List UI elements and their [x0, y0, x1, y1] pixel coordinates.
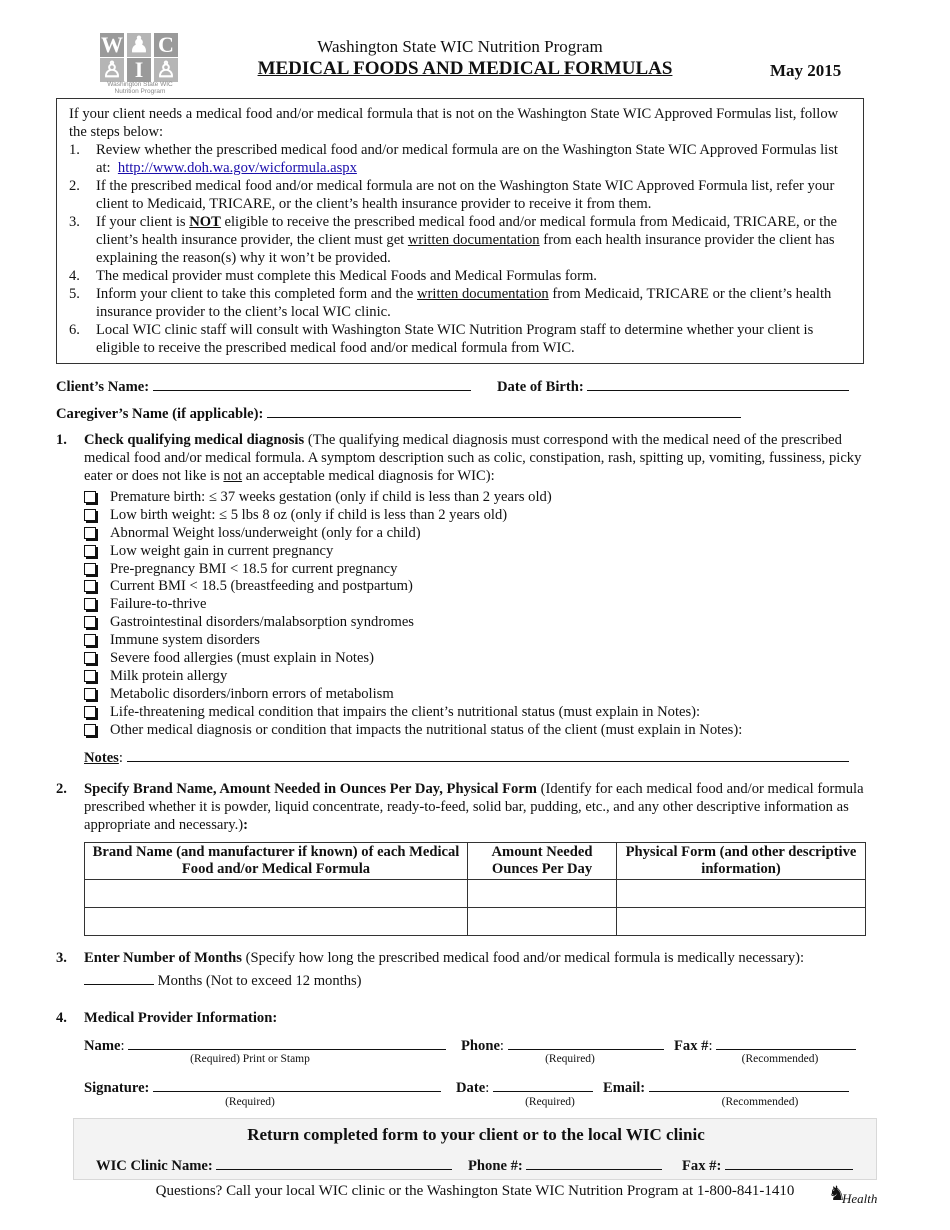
checkbox[interactable] [84, 509, 96, 521]
provider-fax-label: Fax # [674, 1038, 709, 1054]
months-field[interactable] [84, 971, 154, 985]
signature-field[interactable] [153, 1078, 441, 1092]
step-text: Review whether the prescribed medical food and/or medical formula are on the Washington State WIC Approved Formulas list at: [96, 142, 838, 176]
provider-phone-hint: (Required) [545, 1053, 595, 1065]
clinic-name-field[interactable] [216, 1156, 452, 1170]
date-field[interactable] [493, 1078, 593, 1092]
client-name-label: Client’s Name: [56, 379, 150, 395]
option-label: Severe food allergies (must explain in Notes) [110, 650, 374, 667]
section1-emphasis: not [223, 468, 243, 484]
form-cell[interactable] [617, 880, 866, 908]
logo-caption: Washington State WIC Nutrition Program [107, 81, 173, 95]
option-label: Failure-to-thrive [110, 596, 207, 613]
instructions-box [56, 98, 864, 364]
dob-row [497, 377, 849, 396]
brand-cell[interactable] [85, 908, 468, 936]
step-text: Local WIC clinic staff will consult with Washington State WIC Nutrition Program staff to determine whether your client is eligible to receive the prescribed medical food and/or medical formula from WIC. [96, 322, 814, 356]
section3-text: (Specify how long the prescribed medical food and/or medical formula is medically necessary): [245, 950, 805, 966]
table-header-row [85, 843, 866, 880]
option-label: Low weight gain in current pregnancy [110, 542, 334, 559]
notes-label: Notes [84, 750, 119, 766]
logo-figure-icon: ♙ [154, 58, 178, 82]
section4-heading: Medical Provider Information: [84, 1010, 278, 1026]
provider-fax-hint: (Recommended) [741, 1053, 819, 1065]
date-row: Date: [456, 1078, 593, 1097]
checkbox[interactable] [84, 563, 96, 575]
column-header: Brand Name (and manufacturer if known) of each Medical Food and/or Medical Formula [85, 843, 468, 880]
diagnosis-option [84, 685, 742, 703]
option-label: Gastrointestinal disorders/malabsorption syndromes [110, 614, 414, 631]
client-name-row [56, 377, 471, 396]
step-emphasis: written documentation [416, 286, 549, 302]
form-title: MEDICAL FOODS AND MEDICAL FORMULAS [257, 58, 673, 79]
notes-field[interactable] [127, 748, 849, 762]
step-text: Inform your client to take this completed form and the [96, 286, 414, 302]
column-header: Physical Form (and other descriptive information) [617, 843, 866, 880]
checkbox[interactable] [84, 580, 96, 592]
checkbox[interactable] [84, 598, 96, 610]
section1-text: an acceptable medical diagnosis for WIC): [245, 468, 495, 484]
provider-phone-label: Phone [461, 1038, 500, 1054]
step-text: from each health insurance provider the client has explaining the reason(s) why it won’t be provided. [96, 232, 835, 266]
health-logo [828, 1183, 878, 1206]
email-row [603, 1078, 849, 1097]
logo-letter-w: W [101, 32, 123, 57]
caregiver-row [56, 404, 741, 423]
option-label: Pre-pregnancy BMI < 18.5 for current pregnancy [110, 560, 398, 577]
section3-number: 3. [56, 950, 67, 966]
instruction-step: 2. If the prescribed medical food and/or medical formula are not on the Washington State WIC Approved Formula list, refer your client to Medicaid, TRICARE, or the client’s health insurance provider to receive it from them. [69, 178, 835, 212]
email-field[interactable] [649, 1078, 849, 1092]
footer-questions: Questions? Call your local WIC clinic or the Washington State WIC Nutrition Program at 1-800-841-1410 [155, 1183, 795, 1199]
instruction-step: 4. The medical provider must complete this Medical Foods and Medical Formulas form. [69, 268, 597, 284]
dob-field[interactable] [587, 377, 849, 391]
step-text: eligible to receive the prescribed medical food and/or medical formula from Medicaid, TRICARE, or the client’s health insurance provider, the client must get [96, 214, 837, 248]
formula-table [84, 842, 866, 936]
provider-phone-row: Phone: [461, 1036, 664, 1055]
checkbox[interactable] [84, 652, 96, 664]
step-emphasis: written documentation [407, 232, 540, 248]
provider-name-label: Name [84, 1038, 121, 1054]
diagnosis-option [84, 488, 742, 506]
diagnosis-checklist [84, 488, 742, 738]
signature-row [84, 1078, 441, 1097]
option-label: Milk protein allergy [110, 667, 228, 684]
signature-label: Signature: [84, 1080, 150, 1096]
return-box [73, 1118, 877, 1180]
clinic-name-label: WIC Clinic Name: [96, 1158, 213, 1174]
provider-fax-row: Fax #: [674, 1036, 856, 1055]
step-text: If the prescribed medical food and/or medical formula are not on the Washington State WIC Approved Formula list, refer your client to Medicaid, TRICARE, or the client’s health insurance provider to receive it from them. [96, 178, 835, 212]
provider-phone-field[interactable] [508, 1036, 664, 1050]
section2-description [84, 780, 874, 834]
section2-text: (Identify for each medical food and/or medical formula prescribed whether it is powder, liquid concentrate, ready-to-feed, solid bar, pudding, etc., and any other descriptive information as appropriate and necessary.) [84, 781, 864, 833]
caregiver-label: Caregiver’s Name (if applicable): [56, 406, 264, 422]
option-label: Abnormal Weight loss/underweight (only for a child) [110, 524, 421, 541]
instruction-step: 5. Inform your client to take this completed form and the written documentation from Medicaid, TRICARE or the client’s health insurance provider to the client’s local WIC clinic. [69, 286, 832, 320]
checkbox[interactable] [84, 491, 96, 503]
approved-formulas-link[interactable]: http://www.doh.wa.gov/wicformula.aspx [117, 160, 357, 176]
provider-name-field[interactable] [128, 1036, 446, 1050]
form-cell[interactable] [617, 908, 866, 936]
step-text: If your client is [96, 214, 186, 230]
section1-text: (The qualifying medical diagnosis must correspond with the medical need of the prescribed medical food and/or medical formula. A symptom description such as colic, constipation, rash, spitting up, vomiting, fussiness, picky eater or does not like is [84, 432, 862, 484]
section3-heading: Enter Number of Months [84, 950, 242, 966]
table-row [85, 880, 866, 908]
option-label: Current BMI < 18.5 (breastfeeding and postpartum) [110, 578, 413, 595]
diagnosis-option [84, 631, 742, 649]
wic-logo [100, 32, 180, 95]
diagnosis-option [84, 667, 742, 685]
clinic-phone-label: Phone #: [468, 1158, 523, 1174]
checkbox[interactable] [84, 706, 96, 718]
provider-name-hint: (Required) Print or Stamp [190, 1053, 310, 1065]
logo-letter-c: C [154, 33, 178, 57]
option-label: Premature birth: ≤ 37 weeks gestation (only if child is less than 2 years old) [110, 489, 552, 505]
dob-label: Date of Birth: [497, 379, 584, 395]
table-row [85, 908, 866, 936]
clinic-fax-label: Fax #: [682, 1158, 722, 1174]
clinic-fax-field[interactable] [725, 1156, 853, 1170]
amount-cell[interactable] [468, 880, 617, 908]
section3-description [84, 949, 874, 967]
instruction-step: 6. Local WIC clinic staff will consult with Washington State WIC Nutrition Program staff to determine whether your client is eligible to receive the prescribed medical food and/or medical formula from WIC. [69, 322, 814, 356]
section1-heading: Check qualifying medical diagnosis [84, 432, 305, 448]
instructions-intro: If your client needs a medical food and/or medical formula that is not on the Washington State WIC Approved Formulas list, follow the steps below: [69, 106, 839, 140]
diagnosis-option [84, 542, 742, 560]
step-emphasis: NOT [189, 214, 221, 230]
diagnosis-option [84, 560, 742, 578]
section4-number: 4. [56, 1010, 67, 1026]
checkbox[interactable] [84, 634, 96, 646]
option-label: Low birth weight: ≤ 5 lbs 8 oz (only if child is less than 2 years old) [110, 506, 508, 523]
option-label: Immune system disorders [110, 632, 260, 649]
checkbox[interactable] [84, 527, 96, 539]
checkbox[interactable] [84, 616, 96, 628]
return-title: Return completed form to your client or to the local WIC clinic [247, 1125, 705, 1144]
section1-number: 1. [56, 432, 67, 448]
health-logo-text: Health [842, 1191, 878, 1206]
diagnosis-option [84, 577, 742, 595]
months-row [84, 971, 362, 990]
diagnosis-option [84, 721, 742, 739]
diagnosis-option [84, 613, 742, 631]
diagnosis-option [84, 595, 742, 613]
logo-figure-icon: ♙ [100, 58, 124, 82]
diagnosis-option [84, 506, 742, 524]
logo-letter-i: I [127, 58, 151, 82]
form-date: May 2015 [770, 61, 842, 80]
diagnosis-option [84, 524, 742, 542]
health-figure-icon: ♞ [828, 1183, 846, 1205]
option-label: Life-threatening medical condition that impairs the client’s nutritional status (must explain in Notes): [110, 703, 701, 720]
checkbox[interactable] [84, 724, 96, 736]
clinic-fax-row [682, 1156, 853, 1175]
step-text: from Medicaid, TRICARE or the client’s health insurance provider to the client’s local WIC clinic. [96, 286, 832, 320]
signature-hint: (Required) [225, 1096, 275, 1108]
email-label: Email: [603, 1080, 646, 1096]
instruction-step: 3. If your client is NOT eligible to receive the prescribed medical food and/or medical formula from Medicaid, TRICARE, or the client’s health insurance provider, the client must get written documentation from each health insurance provider the client has explaining the reason(s) why it won’t be provided. [69, 214, 837, 266]
date-label: Date [456, 1080, 486, 1096]
provider-fax-field[interactable] [716, 1036, 856, 1050]
checkbox[interactable] [84, 670, 96, 682]
logo-figure-icon: ♟ [127, 33, 151, 57]
amount-cell[interactable] [468, 908, 617, 936]
checkbox[interactable] [84, 545, 96, 557]
instruction-step: 1. Review whether the prescribed medical food and/or medical formula are on the Washington State WIC Approved Formulas list at: http://www.doh.wa.gov/wicformula.aspx [69, 142, 838, 176]
section2-colon: : [243, 817, 248, 833]
notes-row: Notes: [84, 748, 849, 767]
diagnosis-option [84, 649, 742, 667]
clinic-name-row [96, 1156, 452, 1175]
section2-heading: Specify Brand Name, Amount Needed in Ounces Per Day, Physical Form [84, 781, 537, 797]
option-label: Other medical diagnosis or condition that impacts the nutritional status of the client (must explain in Notes): [110, 721, 743, 738]
step-text: The medical provider must complete this Medical Foods and Medical Formulas form. [96, 268, 597, 284]
date-hint: (Required) [525, 1096, 575, 1108]
section2-number: 2. [56, 781, 67, 797]
program-name: Washington State WIC Nutrition Program [317, 37, 603, 56]
months-label: Months (Not to exceed 12 months) [157, 973, 362, 989]
diagnosis-option [84, 703, 742, 721]
checkbox[interactable] [84, 688, 96, 700]
client-name-field[interactable] [153, 377, 471, 391]
clinic-phone-row [468, 1156, 662, 1175]
brand-cell[interactable] [85, 880, 468, 908]
provider-name-row: Name: [84, 1036, 446, 1055]
clinic-phone-field[interactable] [526, 1156, 662, 1170]
caregiver-field[interactable] [267, 404, 741, 418]
section1-description [84, 431, 874, 485]
option-label: Metabolic disorders/inborn errors of metabolism [110, 685, 394, 702]
column-header: Amount Needed Ounces Per Day [468, 843, 617, 880]
email-hint: (Recommended) [721, 1096, 799, 1108]
